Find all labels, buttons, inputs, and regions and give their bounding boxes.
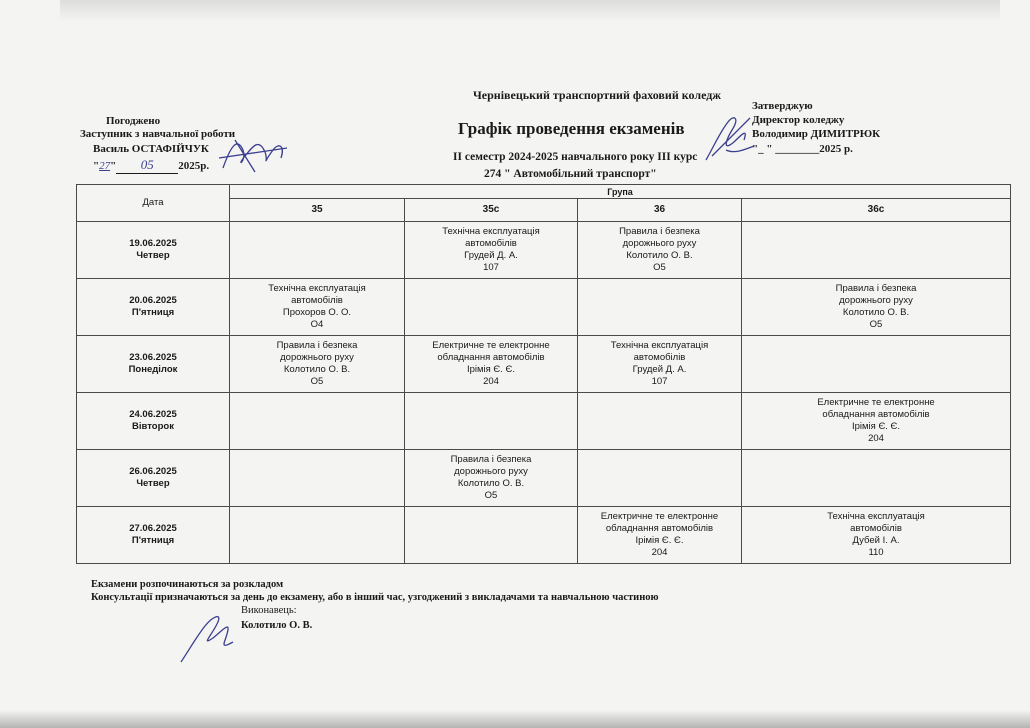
exam-cell-line: Електричне те електронне <box>432 340 550 351</box>
exam-date: 24.06.2025 <box>129 409 177 420</box>
approval-right-name: Володимир ДИМИТРЮК <box>752 128 881 140</box>
exam-cell-line: обладнання автомобілів <box>437 352 545 363</box>
exam-cell <box>230 222 405 279</box>
exam-cell-line: Дубей І. А. <box>852 535 900 546</box>
exam-cell-line: автомобілів <box>291 295 343 306</box>
executor-name: Колотило О. В. <box>241 620 313 631</box>
exam-cell <box>405 450 578 507</box>
date-cell <box>77 393 230 450</box>
exam-cell-line: Ірімія Є. Є. <box>635 535 684 546</box>
scan-shadow-top <box>60 0 1000 22</box>
exam-cell <box>578 279 742 336</box>
exam-cell-line: автомобілів <box>633 352 686 363</box>
table-row <box>77 450 1011 507</box>
weekday: Вівторок <box>132 421 174 432</box>
approval-left-title: Погоджено <box>106 115 161 127</box>
exam-cell-line: Прохоров О. О. <box>282 307 352 318</box>
exam-cell-line: Технічна експлуатація <box>268 283 366 294</box>
exam-cell-line: автомобілів <box>850 523 902 534</box>
exam-date: 23.06.2025 <box>129 352 177 363</box>
exam-cell-line: дорожнього руху <box>280 352 354 363</box>
weekday: Понеділок <box>128 364 178 375</box>
specialty-line: 274 " Автомобільний транспорт" <box>484 168 657 180</box>
table-row <box>77 222 1011 279</box>
exam-cell <box>578 336 742 393</box>
exam-cell <box>578 507 742 564</box>
exam-cell-line: Колотило О. В. <box>626 250 693 261</box>
approval-left-day: 27 <box>99 160 111 172</box>
exam-cell <box>405 393 578 450</box>
exam-cell-line: обладнання автомобілів <box>605 523 714 534</box>
exam-cell-line: Колотило О. В. <box>842 307 910 318</box>
exam-cell-line: Електричне те електронне <box>600 511 719 522</box>
exam-date: 26.06.2025 <box>129 466 177 477</box>
exam-cell-line: 204 <box>868 433 884 444</box>
exam-cell <box>578 393 742 450</box>
exam-cell <box>405 507 578 564</box>
approval-left-month: 05 <box>116 157 178 174</box>
exam-cell-line: 107 <box>651 376 668 387</box>
table-row <box>77 279 1011 336</box>
date-cell <box>77 450 230 507</box>
exam-cell-line: Правила і безпека <box>619 226 700 237</box>
approval-left-name: Василь ОСТАФІЙЧУК <box>93 143 209 155</box>
exam-cell <box>405 222 578 279</box>
approval-right-date: "_ " ________2025 р. <box>752 143 853 155</box>
exam-cell-line: 110 <box>868 547 884 558</box>
exam-cell <box>578 450 742 507</box>
document-title: Графік проведення екзаменів <box>458 119 685 138</box>
group-name: 35 <box>230 199 405 222</box>
exam-cell-line: Правила і безпека <box>835 283 917 294</box>
exam-cell-line: О5 <box>310 376 324 387</box>
exam-cell <box>742 507 1011 564</box>
exam-cell-line: дорожнього руху <box>622 238 697 249</box>
exam-cell-line: дорожнього руху <box>839 295 913 306</box>
exam-cell-line: Правила і безпека <box>450 454 532 465</box>
exam-cell-line: Технічна експлуатація <box>610 340 709 351</box>
exam-cell-line: Ірімія Є. Є. <box>851 421 901 432</box>
exam-cell-line: Електричне те електронне <box>817 397 935 408</box>
approval-left-date: "27" 05 2025р. <box>93 157 210 172</box>
footer-note-start: Екзамени розпочинаються за розкладом <box>91 579 284 590</box>
exam-cell <box>742 279 1011 336</box>
exam-date: 20.06.2025 <box>129 295 177 306</box>
executor-signature <box>175 606 245 666</box>
exam-cell-line: автомобілів <box>465 238 517 249</box>
footer-note-consultations: Консультації призначаються за день до екзамену, або в інший час, узгоджений з викладачами та навчальною частиною <box>91 592 659 603</box>
exam-cell-line: Колотило О. В. <box>457 478 525 489</box>
group-name: 35с <box>405 199 578 222</box>
exam-cell-line: Правила і безпека <box>276 340 358 351</box>
weekday: Четвер <box>136 250 170 261</box>
semester-line: ІІ семестр 2024-2025 навчального року ІІІ курс <box>453 151 698 163</box>
exam-cell <box>742 450 1011 507</box>
exam-cell <box>230 336 405 393</box>
executor-label: Виконавець: <box>241 605 297 616</box>
exam-cell-line: дорожнього руху <box>454 466 528 477</box>
exam-cell-line: О4 <box>310 319 324 330</box>
exam-cell <box>230 393 405 450</box>
date-cell <box>77 222 230 279</box>
exam-date: 19.06.2025 <box>129 238 177 249</box>
college-name: Чернівецький транспортний фаховий коледж <box>473 88 722 102</box>
exam-cell-line: О5 <box>653 262 666 273</box>
approval-right-title: Затверджую <box>752 100 813 112</box>
weekday: П'ятниця <box>131 535 175 546</box>
exam-cell-line: Технічна експлуатація <box>827 511 925 522</box>
exam-cell <box>742 393 1011 450</box>
exam-cell-line: обладнання автомобілів <box>822 409 930 420</box>
exam-cell-line: Ірімія Є. Є. <box>466 364 516 375</box>
approval-right-signature <box>700 106 760 166</box>
approval-left-position: Заступник з навчальної роботи <box>80 128 236 140</box>
scan-shadow-bottom <box>0 710 1030 728</box>
date-cell <box>77 279 230 336</box>
exam-cell-line: О5 <box>869 319 883 330</box>
group-name: 36 <box>578 199 742 222</box>
exam-cell-line: Грудей Д. А. <box>464 250 518 261</box>
table-row <box>77 393 1011 450</box>
date-cell <box>77 336 230 393</box>
exam-schedule-table <box>76 184 1011 564</box>
exam-cell <box>405 336 578 393</box>
table-row <box>77 507 1011 564</box>
exam-cell <box>742 222 1011 279</box>
exam-cell <box>578 222 742 279</box>
exam-cell <box>742 336 1011 393</box>
weekday: П'ятниця <box>131 307 175 318</box>
exam-date: 27.06.2025 <box>129 523 177 534</box>
approval-right-position: Директор коледжу <box>752 114 845 126</box>
exam-cell <box>230 450 405 507</box>
exam-cell-line: 204 <box>483 376 499 387</box>
approval-left-signature <box>215 128 295 178</box>
group-name: 36с <box>742 199 1011 222</box>
exam-cell <box>405 279 578 336</box>
exam-cell-line: Колотило О. В. <box>283 364 351 375</box>
exam-cell <box>230 507 405 564</box>
group-header: Група <box>230 185 1011 199</box>
exam-cell <box>230 279 405 336</box>
exam-cell-line: Грудей Д. А. <box>632 364 687 375</box>
date-cell <box>77 507 230 564</box>
exam-cell-line: 107 <box>483 262 499 273</box>
exam-cell-line: О5 <box>484 490 498 501</box>
date-column-header: Дата <box>77 185 230 222</box>
exam-cell-line: Технічна експлуатація <box>442 226 540 237</box>
exam-cell-line: 204 <box>651 547 668 558</box>
weekday: Четвер <box>136 478 170 489</box>
table-row <box>77 336 1011 393</box>
